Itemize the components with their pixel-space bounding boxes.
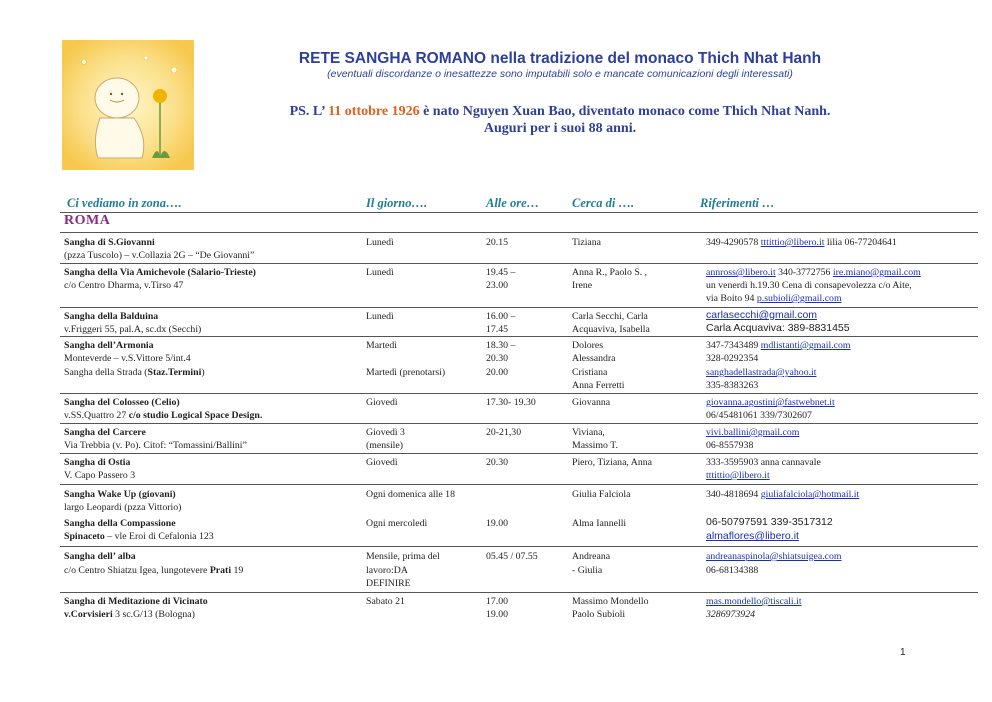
meeting-day: Mensile, prima del — [366, 551, 440, 562]
sangha-address-street: v.Corvisieri — [64, 609, 113, 620]
sangha-station: Staz.Termini — [147, 367, 202, 378]
reference-phone: 335-8383263 — [706, 380, 759, 391]
row-divider — [60, 423, 978, 424]
email-link[interactable]: giovanna.agostini@fastwebnet.it — [706, 397, 835, 408]
meeting-day: Ogni domenica alle 18 — [366, 489, 455, 500]
document-title: RETE SANGHA ROMANO nella tradizione del monaco Thich Nhat Hanh — [298, 50, 822, 67]
sangha-address: V. Capo Passero 3 — [64, 470, 136, 481]
meeting-day: Lunedì — [366, 311, 394, 322]
email-link[interactable]: mdlistanti@gmail.com — [760, 340, 851, 351]
sangha-name: Sangha di Meditazione di Vicinato — [64, 596, 208, 607]
sangha-address: c/o Centro Dharma, v.Tirso 47 — [64, 280, 184, 291]
dandelion-child-logo — [62, 40, 194, 170]
email-link[interactable]: vivi.ballini@gmail.com — [706, 427, 800, 438]
col-header-zona: Ci vediamo in zona…. — [67, 196, 182, 210]
sangha-area: Spinaceto — [64, 531, 105, 542]
contact-person: Cristiana — [572, 367, 608, 378]
reference-phone: 347-7343489 — [706, 340, 761, 351]
meeting-time-2: 19.00 — [486, 609, 509, 620]
reference-note: un venerdì h.19.30 Cena di consapevolezza c/o Aite, — [706, 280, 912, 291]
reference-phone: Carla Acquaviva: 389-8831455 — [706, 322, 850, 334]
sangha-address: 3 sc.G/13 (Bologna) — [112, 609, 195, 620]
region-title: ROMA — [64, 213, 111, 228]
sangha-address: – vle Eroi di Cefalonia 123 — [104, 531, 214, 542]
contact-person-2: Paolo Subioli — [572, 609, 626, 620]
meeting-day: Lunedì — [366, 267, 394, 278]
col-header-riferimenti: Riferimenti … — [700, 196, 775, 210]
meeting-day: Martedì — [366, 340, 398, 351]
meeting-day: Martedì (prenotarsi) — [366, 367, 446, 378]
meeting-time: 20.15 — [486, 237, 509, 248]
document-subtitle: (eventuali discordanze o inesattezze sono imputabili solo e mancate comunicazioni degli interessati) — [327, 68, 793, 80]
meeting-day-note: lavoro:DA — [366, 565, 408, 576]
email-link[interactable]: carlasecchi@gmail.com — [706, 309, 818, 321]
sangha-name: Sangha del Colosseo (Celio) — [64, 397, 180, 408]
email-link[interactable]: tttittio@libero.it — [706, 470, 770, 481]
meeting-time-end: 20.30 — [486, 353, 509, 364]
sangha-name: Sangha dell’ alba — [64, 551, 136, 562]
meeting-time: 17.30- 19.30 — [486, 397, 536, 408]
reference-phone: 340-3772756 — [775, 267, 833, 278]
sangha-address-end: 19 — [231, 565, 244, 576]
col-header-ore: Alle ore… — [486, 196, 540, 210]
contact-person-2: Alessandra — [572, 353, 616, 364]
sangha-address: v.SS.Quattro 27 — [64, 410, 129, 421]
contact-person-2: - Giulia — [572, 565, 603, 576]
sangha-name: Sangha della Balduina — [64, 311, 159, 322]
meeting-time: 20.30 — [486, 457, 509, 468]
contact-person: Carla Secchi, Carla — [572, 311, 648, 322]
sangha-address: (pzza Tuscolo) – v.Collazia 2G – “De Giovanni” — [64, 250, 255, 261]
meeting-frequency: (mensile) — [366, 440, 403, 451]
meeting-time: 19.45 – — [486, 267, 516, 278]
email-link[interactable]: sanghadellastrada@yahoo.it — [706, 367, 817, 378]
email-link[interactable]: annross@libero.it — [706, 267, 776, 278]
row-divider — [60, 307, 978, 308]
reference-phone: 06-50797591 339-3517312 — [706, 516, 833, 528]
sangha-name: Sangha della Via Amichevole (Salario-Trieste) — [64, 267, 256, 278]
meeting-day: Giovedì — [366, 457, 398, 468]
email-link[interactable]: p.subioli@gmail.com — [756, 293, 842, 304]
contact-person: Viviana, — [572, 427, 605, 438]
contact-person: Tiziana — [572, 237, 602, 248]
email-link[interactable]: mas.mondello@tiscali.it — [706, 596, 802, 607]
sangha-address: Via Trebbia (v. Po). Citof: “Tomassini/Ballini” — [64, 440, 247, 451]
sangha-address: c/o Centro Shiatzu Igea, lungotevere — [64, 565, 210, 576]
sangha-area: Prati — [209, 565, 232, 576]
col-header-giorno: Il giorno…. — [366, 196, 428, 210]
meeting-day: Lunedì — [366, 237, 394, 248]
contact-person: Dolores — [572, 340, 604, 351]
row-divider — [60, 453, 978, 454]
sangha-address-studio: c/o studio Logical Space Design. — [128, 410, 263, 421]
reference-phone: 06-8557938 — [706, 440, 754, 451]
email-link[interactable]: andreanaspinola@shiatsuigea.com — [706, 551, 842, 562]
sangha-name-end: ) — [201, 367, 205, 378]
contact-person: Andreana — [572, 551, 611, 562]
row-divider — [60, 336, 978, 337]
reference-phone: 06-68134388 — [706, 565, 759, 576]
contact-person: Massimo Mondello — [572, 596, 649, 607]
region-rule — [60, 232, 978, 233]
sangha-name: Sangha Wake Up (giovani) — [64, 489, 176, 500]
row-divider — [60, 484, 978, 485]
reference-address: via Boito 94 — [706, 293, 757, 304]
sangha-name: Sangha del Carcere — [64, 427, 146, 438]
meeting-time: 05.45 / 07.55 — [486, 551, 538, 562]
email-link[interactable]: ire.miano@gmail.com — [832, 267, 921, 278]
meeting-time: 19.00 — [486, 518, 509, 529]
page-number: 1 — [900, 647, 906, 658]
meeting-day: Giovedì 3 — [366, 427, 405, 438]
sangha-address: Monteverde – v.S.Vittore 5/int.4 — [64, 353, 191, 364]
contact-person-2: Massimo T. — [572, 440, 618, 451]
contact-person-2: Anna Ferretti — [572, 380, 625, 391]
contact-person: Anna R., Paolo S. , — [572, 267, 648, 278]
meeting-time: 18.30 – — [486, 340, 516, 351]
sangha-name: Sangha dell’Armonia — [64, 340, 154, 351]
meeting-time: 20-21,30 — [486, 427, 522, 438]
contact-person: Alma Iannelli — [572, 518, 627, 529]
sangha-address: v.Friggeri 55, pal.A, sc.dx (Secchi) — [64, 324, 202, 335]
reference-phone: 3286973924 — [706, 609, 755, 620]
meeting-day: Sabato 21 — [366, 596, 405, 607]
contact-person: Giovanna — [572, 397, 611, 408]
meeting-time-end: 23.00 — [486, 280, 509, 291]
col-header-cerca: Cerca di …. — [572, 196, 635, 210]
meeting-day-note-2: DEFINIRE — [366, 578, 411, 589]
reference-phone-2: 328-0292354 — [706, 353, 759, 364]
contact-person-2: Acquaviva, Isabella — [572, 324, 650, 335]
reference-phone: 06/45481061 339/7302607 — [706, 410, 812, 421]
meeting-time: 16.00 – — [486, 311, 516, 322]
ps-note — [200, 103, 920, 137]
ps-text-b: è nato Nguyen Xuan Bao, diventato monaco come Thich Nhat Nanh. — [419, 104, 831, 119]
sangha-name: Sangha di Ostia — [64, 457, 131, 468]
row-divider — [60, 546, 978, 547]
sangha-name: Sangha di S.Giovanni — [64, 237, 155, 248]
email-link[interactable]: tttittio@libero.it — [760, 237, 825, 248]
row-divider — [60, 263, 978, 264]
reference-extra: lilia 06-77204641 — [824, 237, 897, 248]
ps-greeting: Auguri per i suoi 88 anni. — [483, 121, 637, 136]
contact-person: Piero, Tiziana, Anna — [572, 457, 653, 468]
row-divider — [60, 592, 978, 593]
sangha-address: largo Leopardi (pzza Vittorio) — [64, 502, 182, 513]
meeting-time-end: 17.45 — [486, 324, 509, 335]
sangha-name: Sangha della Strada ( — [64, 367, 148, 378]
meeting-time: 20.00 — [486, 367, 509, 378]
email-link[interactable]: almaflores@libero.it — [706, 530, 799, 542]
reference-phone: 340-4818694 — [706, 489, 761, 500]
meeting-day: Giovedì — [366, 397, 398, 408]
reference-phone: 333-3595903 anna cannavale — [706, 457, 821, 468]
email-link[interactable]: giuliafalciola@hotmail.it — [760, 489, 860, 500]
reference-phone: 349-4290578 — [706, 237, 761, 248]
ps-date: 11 ottobre 1926 — [328, 104, 420, 119]
row-divider — [60, 393, 978, 394]
meeting-time: 17.00 — [486, 596, 509, 607]
header-rule — [60, 212, 978, 213]
ps-text-a: PS. L’ — [289, 104, 329, 119]
contact-person-2: Irene — [572, 280, 593, 291]
sangha-name: Sangha della Compassione — [64, 518, 176, 529]
contact-person: Giulia Falciola — [572, 489, 631, 500]
meeting-day: Ogni mercoledì — [366, 518, 428, 529]
